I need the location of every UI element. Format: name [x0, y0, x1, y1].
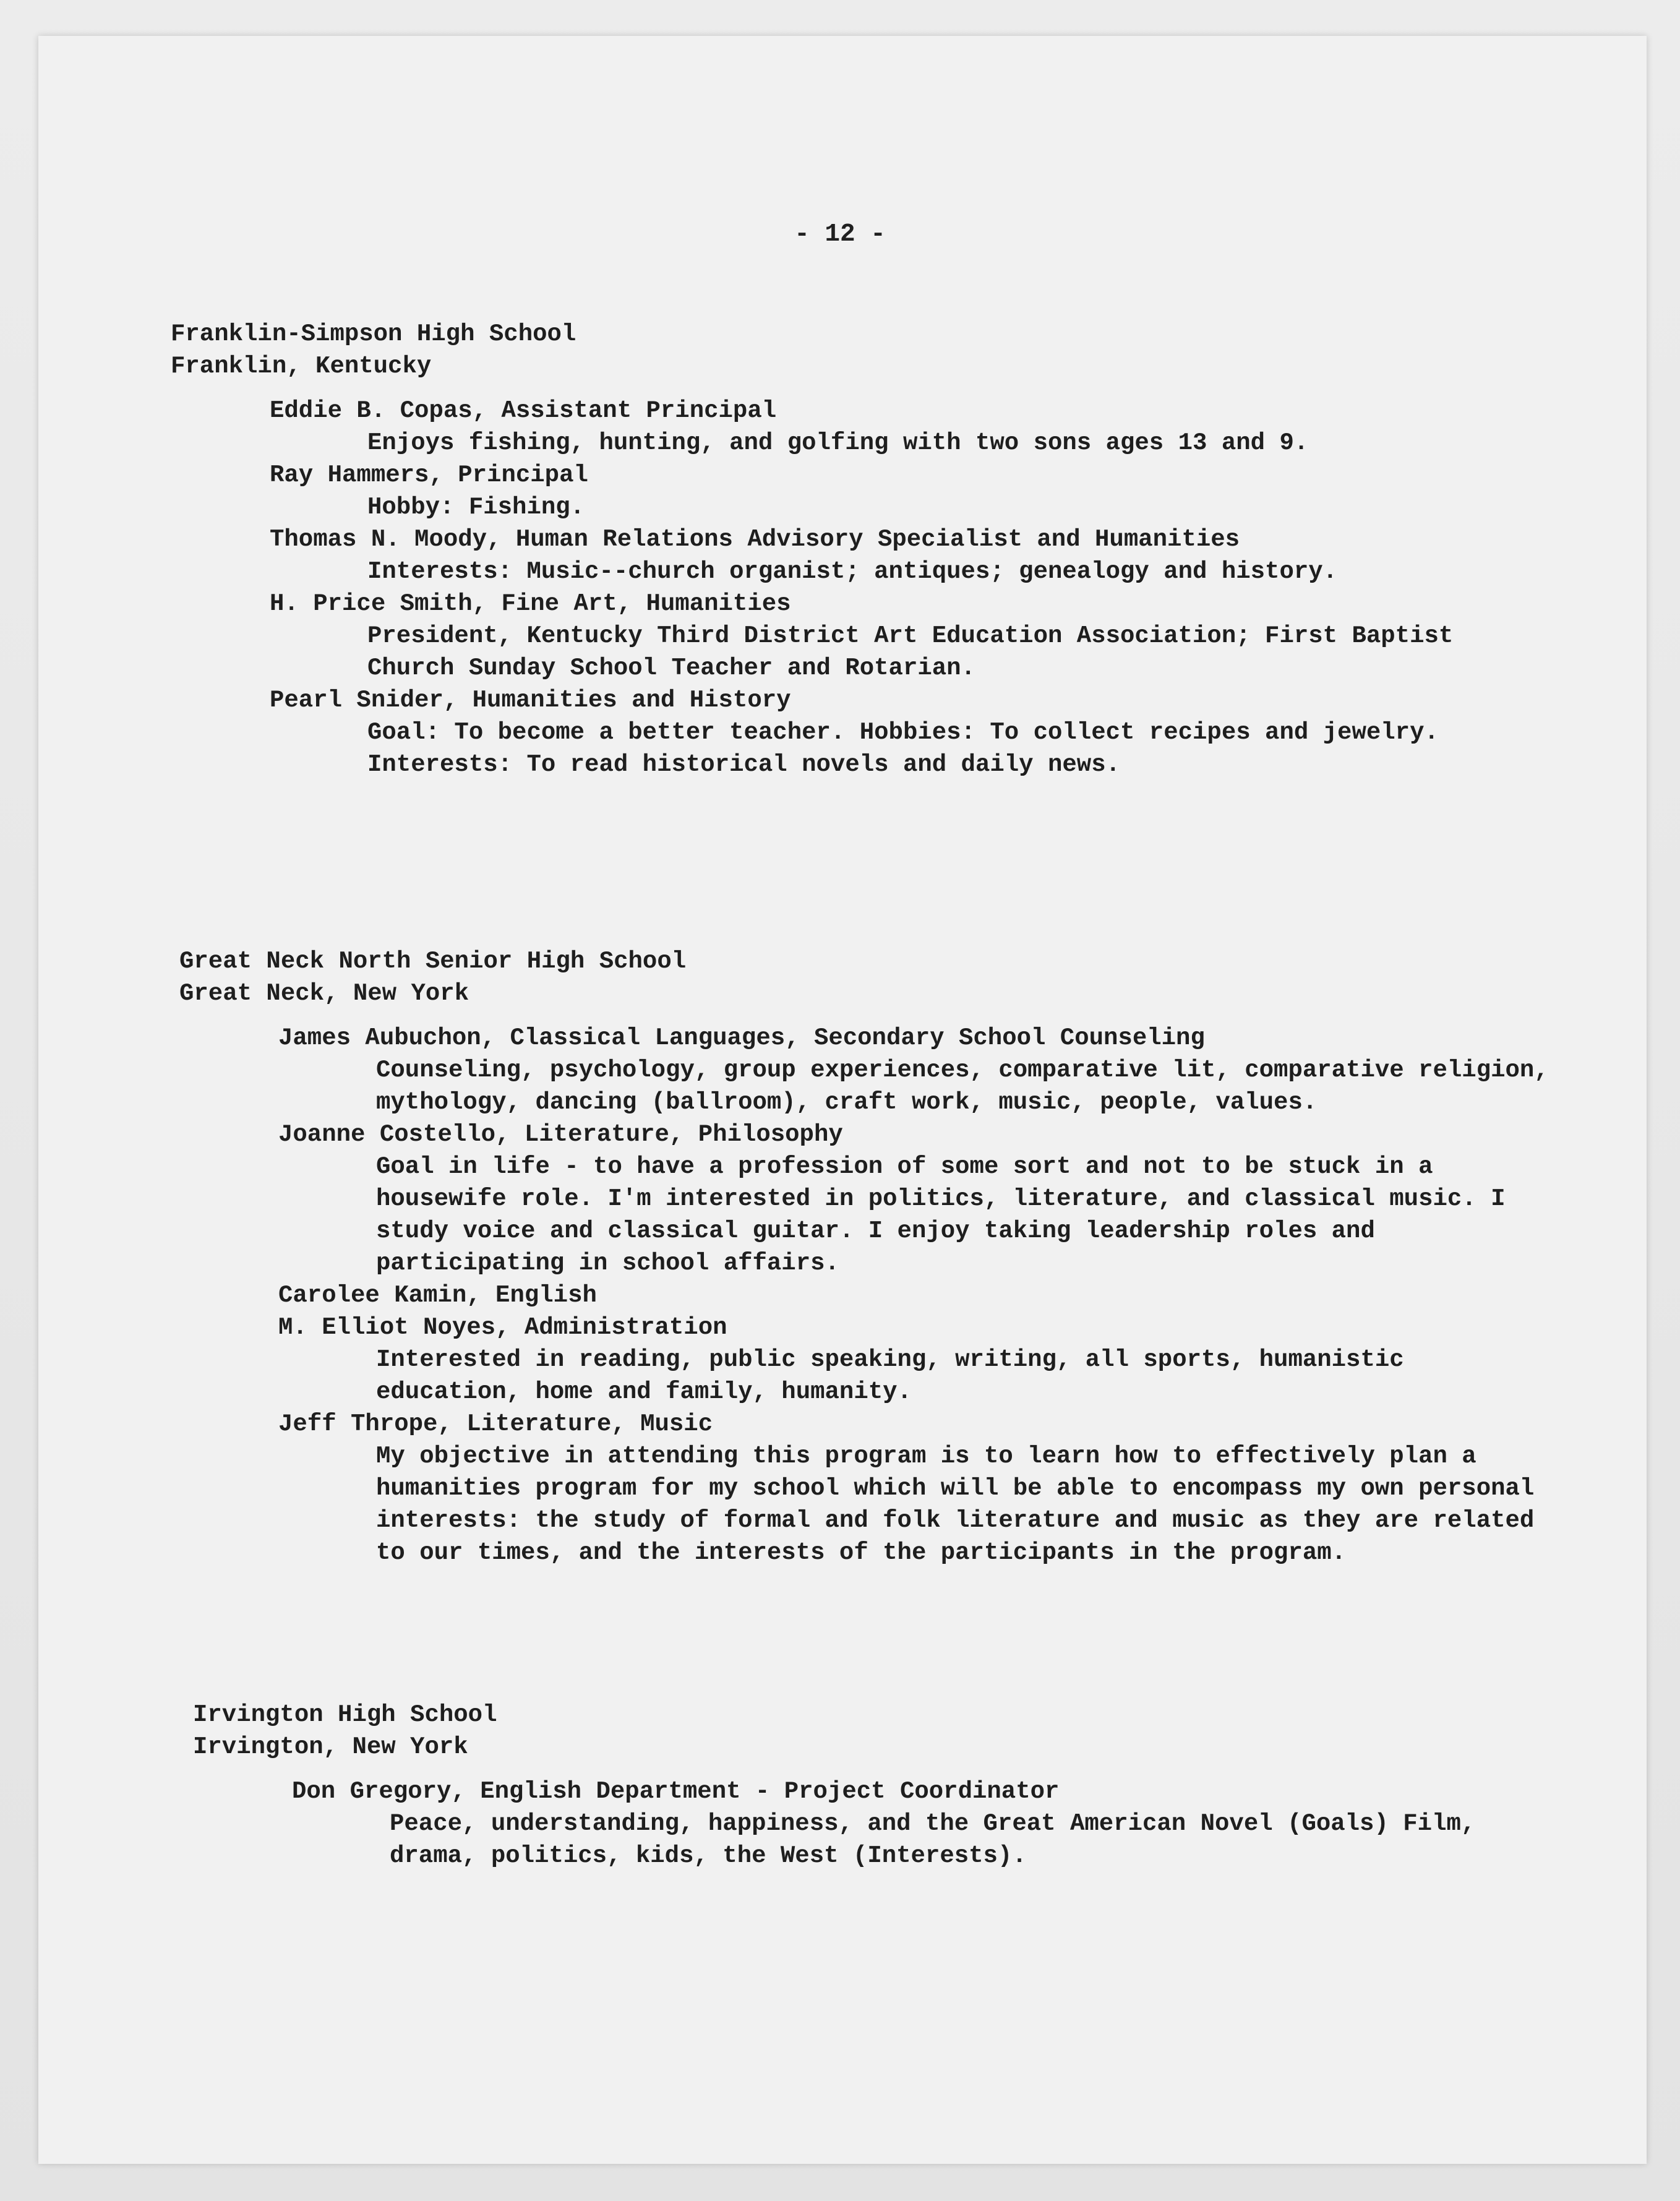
staff-entry [292, 1775, 1680, 1872]
school-section-great-neck-north [179, 945, 1680, 1569]
school-name: Irvington High School [193, 1701, 497, 1728]
staff-note: Enjoys fishing, hunting, and golfing with two sons ages 13 and 9. [367, 429, 1309, 457]
staff-note: Counseling, psychology, group experiences, comparative lit, comparative religion, mythology, dancing (ballroom), craft work, music, people, values. [376, 1057, 1549, 1116]
staff-note: President, Kentucky Third District Art Education Association; First Baptist Church Sunday School Teacher and Rotarian. [367, 622, 1454, 682]
staff-list [270, 395, 1680, 781]
school-name: Franklin-Simpson High School [171, 320, 576, 348]
school-name: Great Neck North Senior High School [179, 948, 687, 975]
staff-name-role: Don Gregory, English Department - Project Coordinator [292, 1778, 1060, 1805]
staff-name-role: M. Elliot Noyes, Administration [278, 1314, 727, 1341]
staff-list [278, 1022, 1680, 1569]
staff-name-role: James Aubuchon, Classical Languages, Secondary School Counseling [278, 1024, 1205, 1052]
staff-name-role: Jeff Thrope, Literature, Music [278, 1410, 713, 1438]
staff-entry [270, 459, 1680, 523]
staff-note: Goal: To become a better teacher. Hobbies: To collect recipes and jewelry. Interests: To read historical novels and daily news. [367, 719, 1439, 778]
school-location: Franklin, Kentucky [171, 353, 432, 380]
staff-note: Interests: Music--church organist; antiques; genealogy and history. [367, 558, 1338, 585]
staff-note: Hobby: Fishing. [367, 494, 585, 521]
staff-note: Peace, understanding, happiness, and the Great American Novel (Goals) Film, drama, politics, kids, the West (Interests). [390, 1810, 1476, 1869]
school-section-franklin-simpson [171, 318, 1680, 781]
school-section-irvington [193, 1699, 1680, 1872]
staff-list [292, 1775, 1680, 1872]
page-number: - 12 - [794, 220, 886, 249]
school-location: Great Neck, New York [179, 980, 469, 1007]
staff-entry [270, 395, 1680, 459]
staff-name-role: Ray Hammers, Principal [270, 461, 588, 489]
staff-name-role: H. Price Smith, Fine Art, Humanities [270, 590, 791, 617]
staff-name-role: Carolee Kamin, English [278, 1282, 597, 1309]
staff-entry [270, 684, 1680, 781]
staff-note: My objective in attending this program is to learn how to effectively plan a humanities program for my school which will be able to encompass my own personal interests: the study of formal and folk literature and music as they are related to our times, and the interests of the participants in the program. [376, 1443, 1535, 1566]
staff-name-role: Joanne Costello, Literature, Philosophy [278, 1121, 843, 1148]
staff-note: Interested in reading, public speaking, writing, all sports, humanistic education, home and family, humanity. [376, 1346, 1404, 1405]
staff-entry [278, 1022, 1680, 1118]
staff-entry [278, 1408, 1680, 1569]
staff-name-role: Eddie B. Copas, Assistant Principal [270, 397, 777, 424]
staff-entry [278, 1311, 1680, 1408]
school-location: Irvington, New York [193, 1733, 468, 1761]
staff-name-role: Pearl Snider, Humanities and History [270, 687, 791, 714]
staff-note: Goal in life - to have a profession of some sort and not to be stuck in a housewife role. I'm interested in politics, literature, and classical music. I study voice and classical guitar. I enjoy taking leadership roles and participating in school affairs. [376, 1153, 1506, 1277]
staff-entry [278, 1279, 1680, 1311]
staff-entry [270, 588, 1680, 684]
staff-entry [270, 523, 1680, 588]
staff-entry [278, 1118, 1680, 1279]
staff-name-role: Thomas N. Moody, Human Relations Advisory Specialist and Humanities [270, 526, 1240, 553]
